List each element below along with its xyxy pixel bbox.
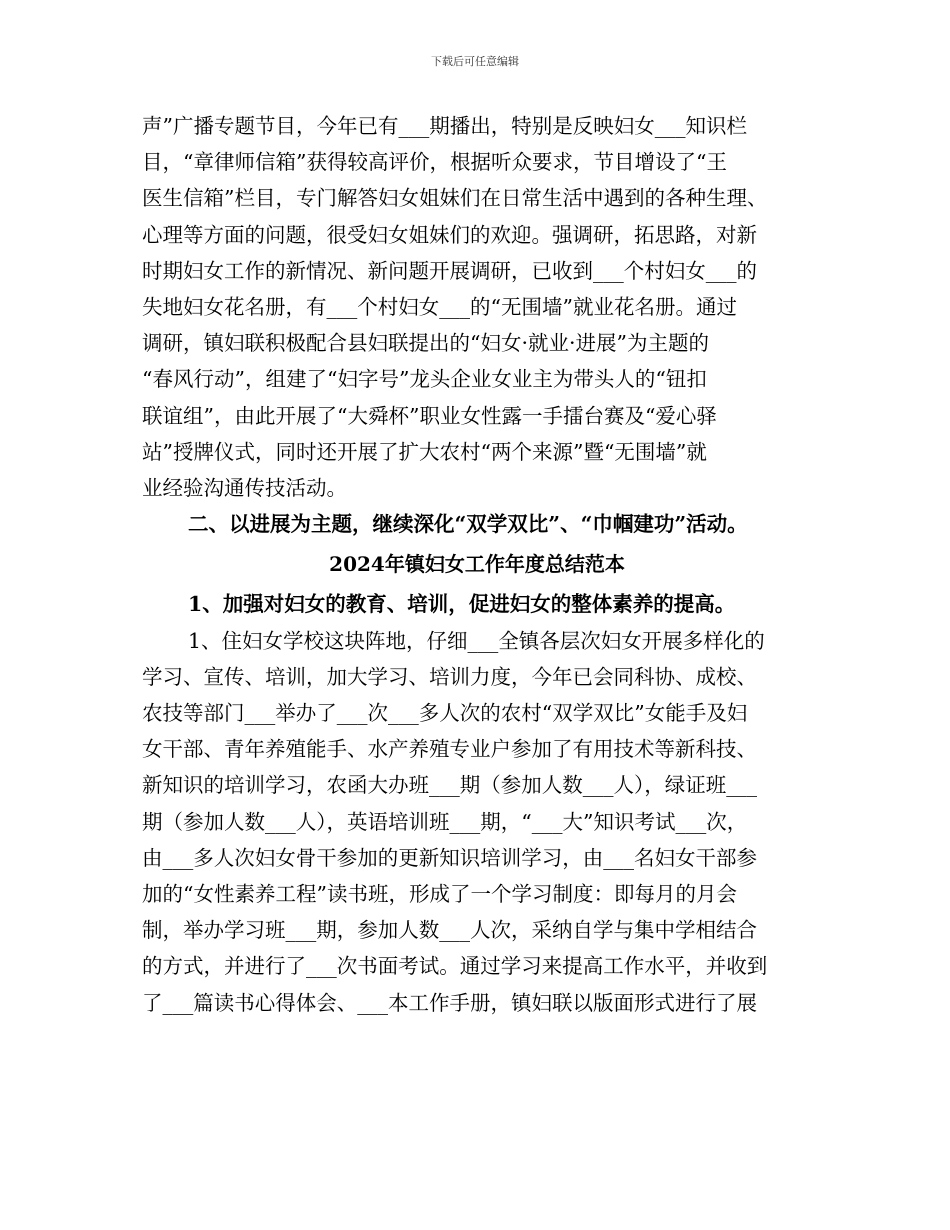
paragraph-1 xyxy=(142,108,812,506)
subsection-heading-1: 1、加强对妇女的教育、培训，促进妇女的整体素养的提高。 xyxy=(188,592,736,617)
text-line: 站”授牌仪式，同时还开展了扩大农村“两个来源”暨“无围墙”就 xyxy=(142,439,707,464)
text-line: 医生信箱”栏目，专门解答妇女姐妹们在日常生活中遇到的各种生理、 xyxy=(142,186,768,211)
text-line: 时期妇女工作的新情况、新问题开展调研，已收到___个村妇女___的 xyxy=(142,258,757,283)
paragraph-2 xyxy=(142,623,812,1021)
text-line: 调研，镇妇联积极配合县妇联提出的“妇女·就业·进展”为主题的 xyxy=(142,331,709,356)
text-line: 了___篇读书心得体会、___本工作手册，镇妇联以版面形式进行了展 xyxy=(142,990,757,1015)
text-line: 声”广播专题节目，今年已有___期播出，特别是反映妇女___知识栏 xyxy=(142,114,747,138)
text-line: “春风行动”，组建了“妇字号”龙头企业女业主为带头人的“钮扣 xyxy=(142,367,707,392)
text-line: 加的“女性素养工程”读书班，形成了一个学习制度：即每月的月会 xyxy=(142,881,737,906)
document-title: 2024年镇妇女工作年度总结范本 xyxy=(329,552,625,577)
text-line: 目，“章律师信箱”获得较高评价，根据听众要求，节目增设了“王 xyxy=(142,150,727,175)
text-line: 新知识的培训学习，农函大办班___期（参加人数___人），绿证班___ xyxy=(142,773,757,798)
text-line: 心理等方面的问题，很受妇女姐妹们的欢迎。强调研，拓思路，对新 xyxy=(142,222,757,247)
text-line: 制，举办学习班___期，参加人数___人次，采纳自学与集中学相结合 xyxy=(142,918,757,943)
section-heading-2: 二、以进展为主题，继续深化“双学双比”、“巾帼建功”活动。 xyxy=(188,512,748,537)
text-line: 业经验沟通传技活动。 xyxy=(142,475,347,500)
text-line: 联谊组”，由此开展了“大舜杯”职业女性露一手擂台赛及“爱心驿 xyxy=(142,403,717,428)
text-line: 的方式，并进行了___次书面考试。通过学习来提高工作水平，并收到 xyxy=(142,954,768,979)
header-note: 下载后可任意编辑 xyxy=(431,55,519,68)
text-line: 学习、宣传、培训，加大学习、培训力度，今年已会同科协、成校、 xyxy=(142,664,757,689)
text-line: 1、住妇女学校这块阵地，仔细___全镇各层次妇女开展多样化的 xyxy=(188,628,765,653)
text-line: 女干部、青年养殖能手、水产养殖专业户参加了有用技术等新科技、 xyxy=(142,737,757,762)
text-line: 农技等部门___举办了___次___多人次的农村“双学双比”女能手及妇 xyxy=(142,701,748,725)
text-line: 失地妇女花名册，有___个村妇女___的“无围墙”就业花名册。通过 xyxy=(142,294,737,319)
document-page xyxy=(142,108,812,1021)
text-line: 由___多人次妇女骨干参加的更新知识培训学习，由___名妇女干部参 xyxy=(142,845,757,870)
text-line: 期（参加人数___人），英语培训班___期，“___大”知识考试___次， xyxy=(142,809,748,834)
